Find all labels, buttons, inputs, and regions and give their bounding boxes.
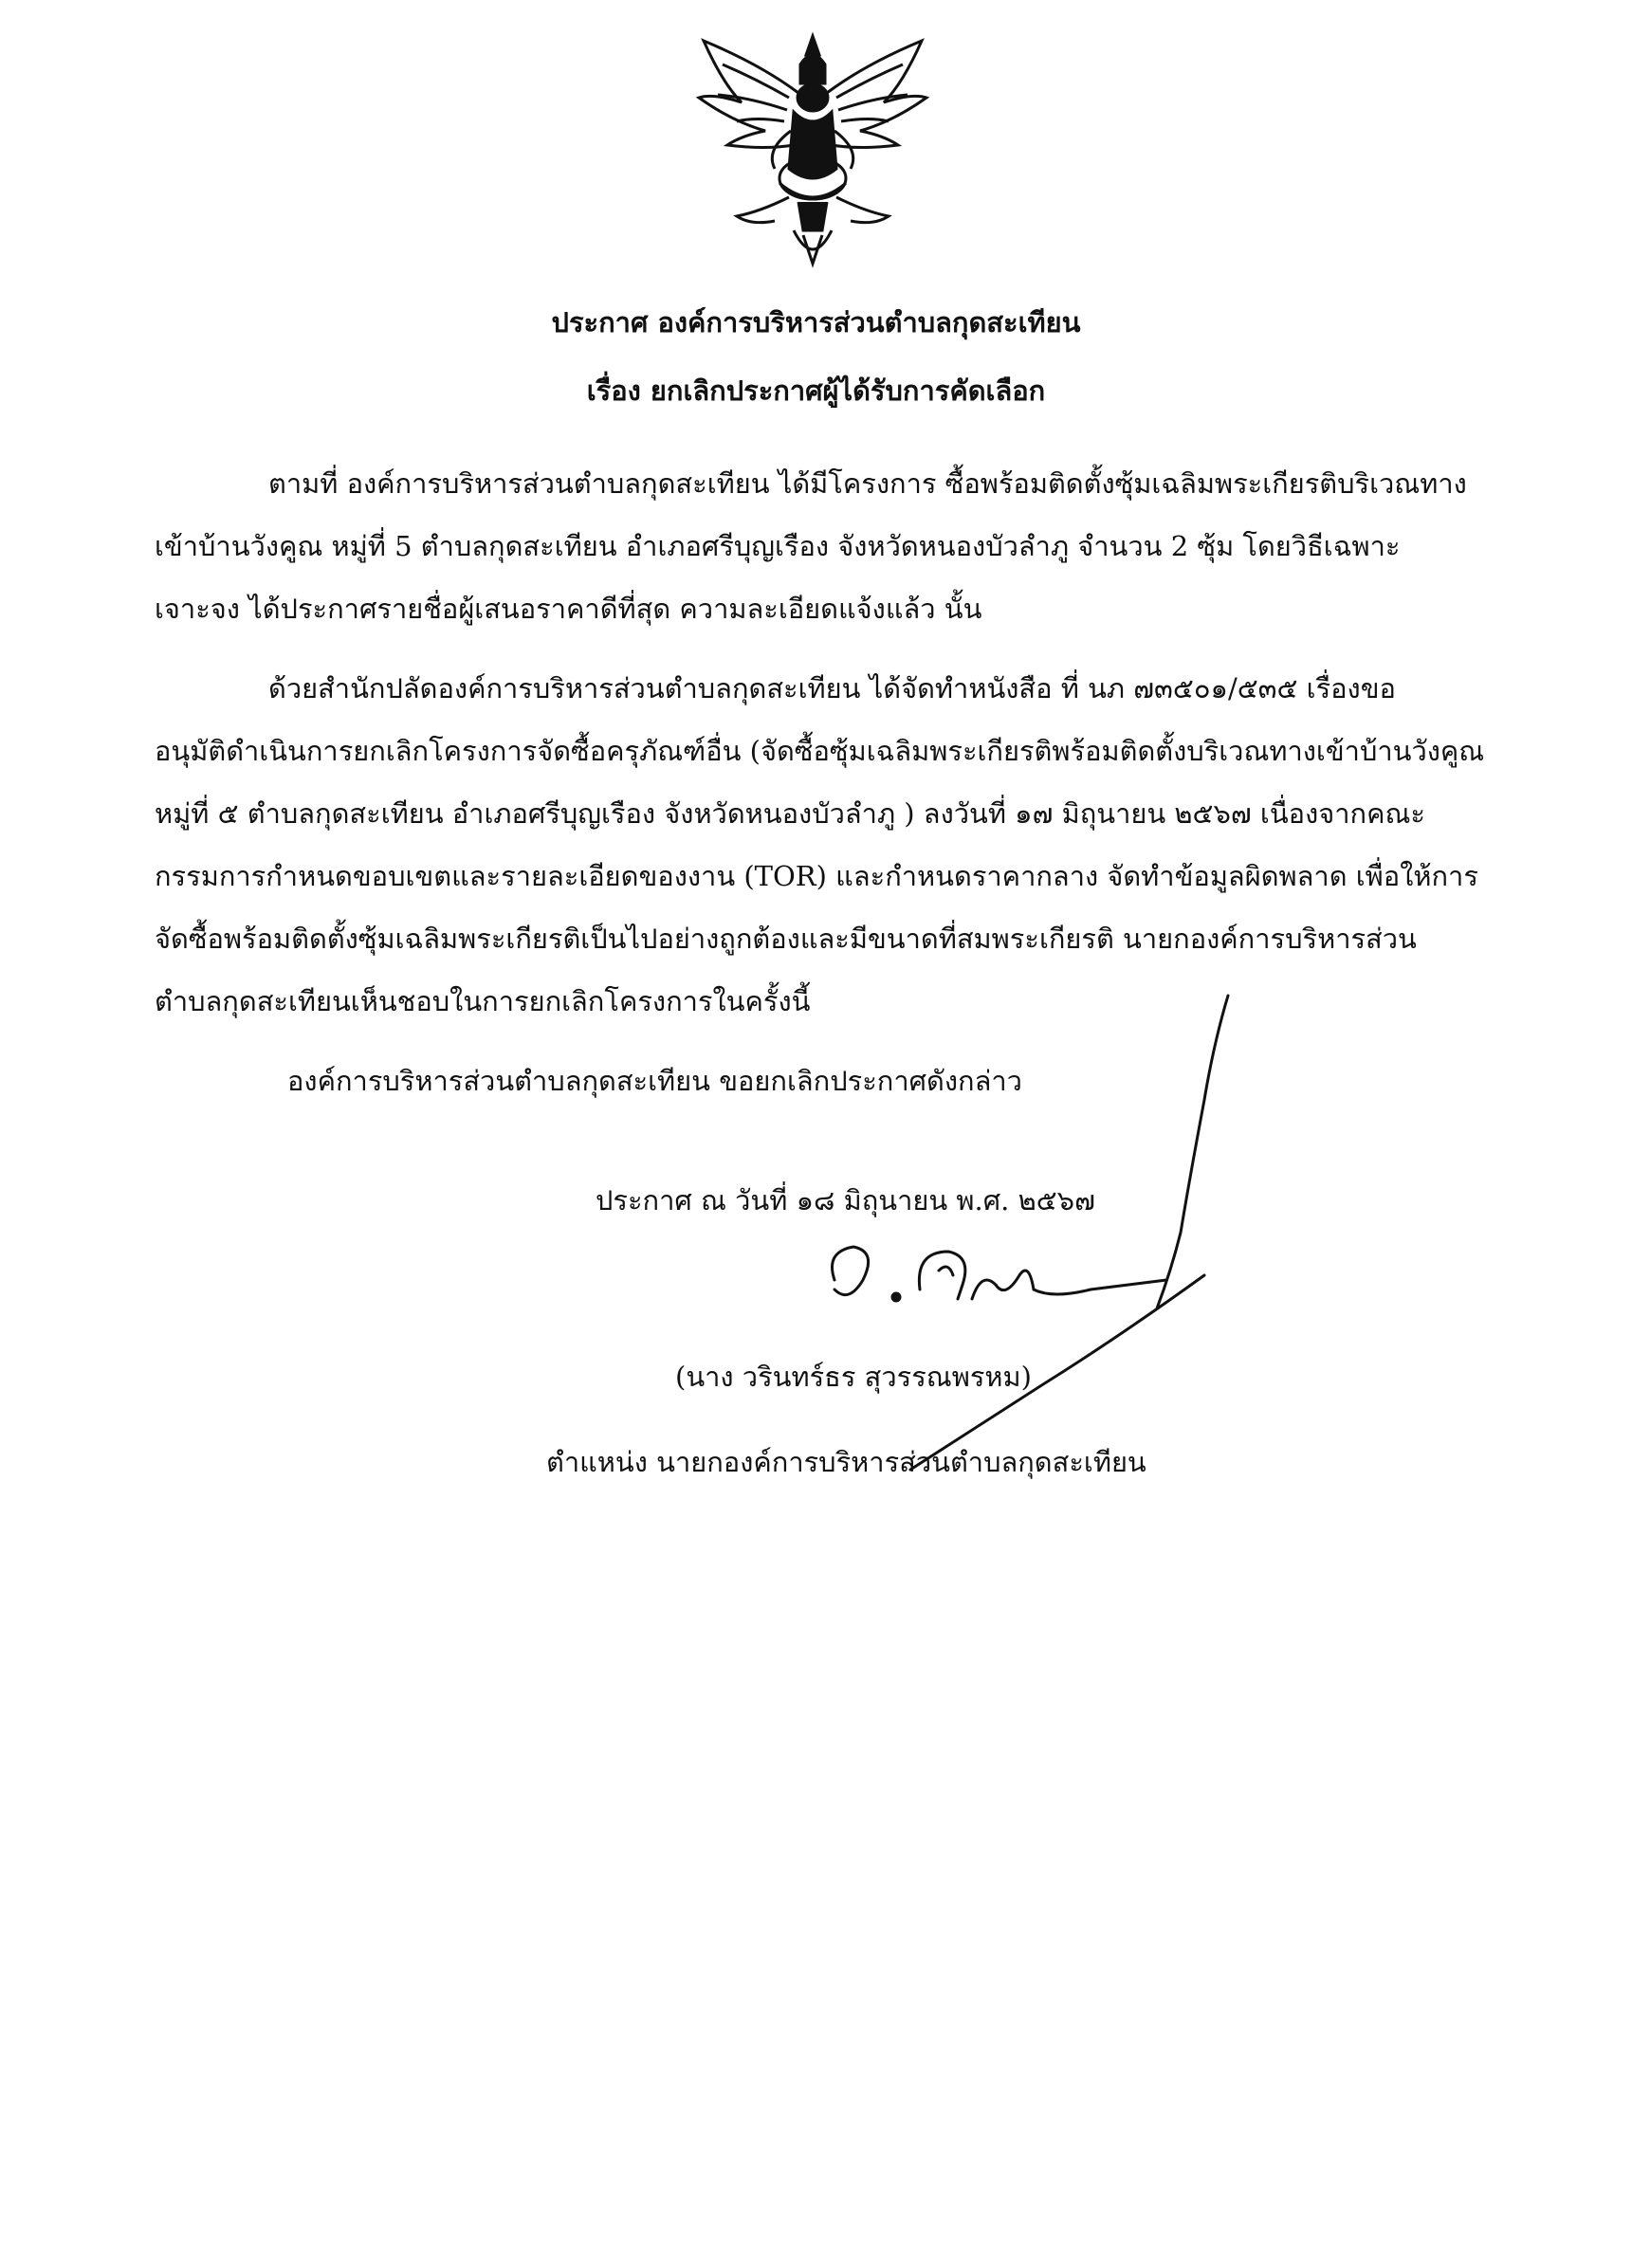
handwritten-signature [806, 986, 1261, 1479]
announce-date: ประกาศ ณ วันที่ ๑๘ มิถุนายน พ.ศ. ๒๕๖๗ [596, 1184, 1095, 1216]
paragraph-1-line: ตามที่ องค์การบริหารส่วนตำบลกุดสะเทียน ได้มีโครงการ ซื้อพร้อมติดตั้งซุ้มเฉลิมพระเกียรติบริเวณทาง [268, 467, 1467, 500]
paragraph-1-line: เจาะจง ได้ประกาศรายชื่อผู้เสนอราคาดีที่สุด ความละเอียดแจ้งแล้ว นั้น [155, 593, 982, 625]
signer-position: ตำแหน่ง นายกองค์การบริหารส่วนตำบลกุดสะเทียน [546, 1446, 1146, 1478]
paragraph-2-line: ตำบลกุดสะเทียนเห็นชอบในการยกเลิกโครงการในครั้งนี้ [155, 985, 811, 1017]
paragraph-2-line: จัดซื้อพร้อมติดตั้งซุ้มเฉลิมพระเกียรติเป็นไปอย่างถูกต้องและมีขนาดที่สมพระเกียรติ นายกองค์การบริหารส่วน [155, 923, 1417, 955]
signer-name: (นาง วรินทร์ธร สุวรรณพรหม) [675, 1361, 1032, 1393]
paragraph-2-line: กรรมการกำหนดขอบเขตและรายละเอียดของงาน (TOR) และกำหนดราคากลาง จัดทำข้อมูลผิดพลาด เพื่อให้การ [155, 860, 1478, 892]
paragraph-2-line: หมู่ที่ ๕ ตำบลกุดสะเทียน อำเภอศรีบุญเรือง จังหวัดหนองบัวลำภู ) ลงวันที่ ๑๗ มิถุนายน ๒๕๖๗ เนื่องจากคณะ [155, 797, 1425, 830]
paragraph-3: องค์การบริหารส่วนตำบลกุดสะเทียน ขอยกเลิกประกาศดังกล่าว [287, 1065, 1022, 1097]
paragraph-1-line: เข้าบ้านวังคูณ หมู่ที่ 5 ตำบลกุดสะเทียน อำเภอศรีบุญเรือง จังหวัดหนองบัวลำภู จำนวน 2 ซุ้ม โดยวิธีเฉพาะ [155, 530, 1401, 562]
document-subject: เรื่อง ยกเลิกประกาศผู้ได้รับการคัดเลือก [586, 375, 1046, 407]
document-title: ประกาศ องค์การบริหารส่วนตำบลกุดสะเทียน [551, 306, 1081, 338]
paragraph-2-line: อนุมัติดำเนินการยกเลิกโครงการจัดซื้อครุภัณฑ์อื่น (จัดซื้อซุ้มเฉลิมพระเกียรติพร้อมติดตั้งบริเวณทางเข้าบ้านวังคูณ [155, 735, 1485, 767]
paragraph-2-line: ด้วยสำนักปลัดองค์การบริหารส่วนตำบลกุดสะเทียน ได้จัดทำหนังสือ ที่ นภ ๗๓๕๐๑/๕๓๕ เรื่องขอ [268, 672, 1396, 704]
garuda-emblem-icon [685, 27, 941, 273]
